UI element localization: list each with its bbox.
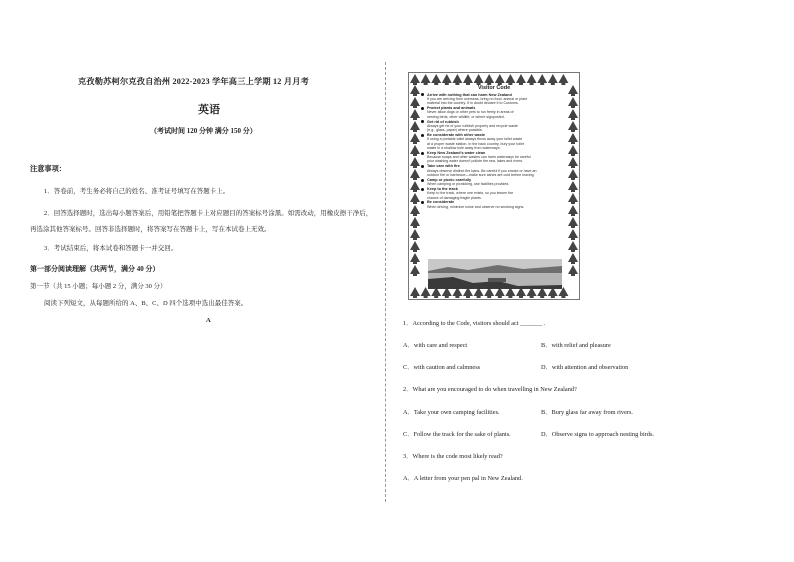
tree-icon <box>568 181 578 192</box>
question-1-option-b[interactable]: B．with relief and pleasure <box>541 342 611 349</box>
visitor-code-item-text: waste in a shallow hole away from waterways. <box>427 145 501 150</box>
question-3-option-a[interactable]: A．A letter from your pen pal in New Zealand. <box>403 475 523 482</box>
visitor-code-item-text: When driving, minimize noise and observe no smoking signs. <box>427 204 525 209</box>
visitor-code-item <box>421 164 567 177</box>
tree-icon <box>431 74 441 85</box>
tree-icon <box>463 74 473 85</box>
visitor-code-item-text: When camping or picnicking, use facilities provided. <box>427 182 510 187</box>
tree-icon <box>410 121 420 132</box>
note-1: 1．答卷前，考生务必将自己的姓名、准考证号填写在答题卡上。 <box>44 188 230 195</box>
tree-icon <box>410 109 420 120</box>
tree-icon <box>568 157 578 168</box>
tree-icon <box>410 97 420 108</box>
question-2-option-b[interactable]: B．Bury glass far away from rivers. <box>541 409 633 416</box>
visitor-code-item-text: nesting birds, other wildlife, or where signposted. <box>427 114 505 119</box>
visitor-code-list <box>421 93 567 209</box>
tree-icon <box>568 229 578 240</box>
tree-icon <box>568 133 578 144</box>
visitor-code-item-heading: Protect plants and animals <box>427 106 476 111</box>
visitor-code-title: Visitor Code <box>477 85 511 91</box>
question-2-option-c[interactable]: C．Follow the track for the sake of plants. <box>403 431 511 438</box>
bullet-icon <box>421 120 424 123</box>
section-heading: 第一部分阅读理解（共两节，满分 40 分） <box>30 265 160 273</box>
visitor-code-item <box>421 178 567 187</box>
tree-icon <box>568 97 578 108</box>
question-1-option-c[interactable]: C．with caution and calmness <box>403 364 481 371</box>
tree-icon <box>421 74 431 85</box>
bullet-icon <box>421 188 424 191</box>
tree-icon <box>410 217 420 228</box>
tree-icon <box>568 241 578 252</box>
visitor-code-item <box>421 133 567 150</box>
question-2-stem: 2．What are you encouraged to do when travelling in New Zealand? <box>403 386 577 393</box>
tree-icon <box>495 74 505 85</box>
visitor-code-item-text: Always get rid of your rubbish properly and recycle waste <box>427 123 518 128</box>
visitor-code-item-heading: Take care with fire <box>427 164 460 169</box>
visitor-code-item-heading: Get rid of rubbish <box>427 119 459 124</box>
tree-icon <box>568 205 578 216</box>
tree-icon <box>410 229 420 240</box>
exam-title: 克孜勒苏柯尔克孜自治州 2022-2023 学年高三上学期 12 月月考 <box>78 77 309 86</box>
tree-icon <box>410 287 420 298</box>
bullet-icon <box>421 134 424 137</box>
tree-icon <box>568 217 578 228</box>
tree-icon <box>516 74 526 85</box>
visitor-code-item-heading: Arrive with nothing that can harm New Zealand <box>427 92 512 97</box>
tree-icon <box>442 74 452 85</box>
tree-icon <box>410 265 420 276</box>
note-2-cont: 再选涂其他答案标号。回答非选择题时，将答案写在答题卡上，写在本试卷上无效。 <box>30 226 271 233</box>
visitor-code-item <box>421 151 567 164</box>
note-3: 3．考试结束后，将本试卷和答题卡一并交回。 <box>44 245 178 252</box>
visitor-code-item-text: Keep to the track, where one exists, so you lessen the <box>427 191 514 196</box>
tree-icon <box>410 145 420 156</box>
tree-icon <box>568 121 578 132</box>
bullet-icon <box>421 107 424 110</box>
bullet-icon <box>421 93 424 96</box>
question-1-option-d[interactable]: D．with attention and observation <box>541 364 629 371</box>
visitor-code-item-text: outdoor fire or barbecue—make sure ashes are cold before leaving. <box>427 172 535 177</box>
visitor-code-item-heading: Camp or picnic carefully <box>427 177 472 182</box>
visitor-code-item-heading: Be considerate <box>427 200 455 205</box>
visitor-code-item-text: at a proper waste station. In the back country, bury your toilet <box>427 141 525 146</box>
visitor-code-item <box>421 93 567 106</box>
question-2-option-d[interactable]: D．Observe signs to approach nesting birds. <box>541 431 654 438</box>
visitor-code-item-heading: Keep New Zealand’s water clean <box>427 150 486 155</box>
reading-instruction: 阅读下列短文，从每题所给的 A、B、C、D 四个选项中选出最佳答案。 <box>44 300 248 307</box>
subject-title: 英语 <box>198 104 220 116</box>
tree-icon <box>410 74 420 85</box>
tree-icon <box>548 74 558 85</box>
tree-icon <box>505 74 515 85</box>
tree-icon <box>568 193 578 204</box>
visitor-code-item-text: chance of damaging fragile plants. <box>427 195 482 200</box>
visitor-code-poster <box>408 72 580 300</box>
tree-icon <box>527 74 537 85</box>
visitor-code-item-text: your washing water doesn’t pollute the sea, lakes and rivers. <box>427 159 524 164</box>
note-2: 2．回答选择题时，选出每小题答案后，用铅笔把答题卡上对应题目的答案标号涂黑。如需改动，用橡皮擦干净后， <box>44 210 373 217</box>
tree-icon <box>410 181 420 192</box>
question-3-stem: 3．Where is the code most likely read? <box>403 453 503 460</box>
bullet-icon <box>421 179 424 182</box>
tree-icon <box>474 74 484 85</box>
visitor-code-item-text: Always observe distinct fire bans. Be careful if you smoke or have an <box>427 168 537 173</box>
tree-icon <box>484 74 494 85</box>
tree-icon <box>568 253 578 264</box>
tree-icon <box>410 169 420 180</box>
tree-icon <box>568 145 578 156</box>
tree-icon <box>568 265 578 276</box>
bullet-icon <box>421 201 424 204</box>
passage-label: A <box>206 317 211 324</box>
tree-icon <box>410 157 420 168</box>
visitor-code-item-text: Because soaps and other wastes can harm waterways be careful <box>427 155 531 160</box>
tree-icon <box>410 133 420 144</box>
tree-icon <box>452 74 462 85</box>
visitor-code-item-heading: Be considerate with other waste <box>427 133 486 138</box>
exam-time-info: （考试时间 120 分钟 满分 150 分） <box>150 127 257 135</box>
question-1-option-a[interactable]: A．with care and respect <box>403 342 468 349</box>
visitor-code-item-text: (e.g., glass, paper) where possible. <box>427 128 483 133</box>
tree-icon <box>568 85 578 96</box>
tree-icon <box>537 74 547 85</box>
column-divider <box>385 62 386 502</box>
visitor-code-item-text: material into the country. If in doubt declare it to Customs. <box>427 101 519 106</box>
question-1-stem: 1．According to the Code, visitors should act _______ . <box>403 320 546 327</box>
tree-icon <box>410 241 420 252</box>
tree-icon <box>410 253 420 264</box>
tree-icon <box>410 193 420 204</box>
notes-heading: 注意事项： <box>30 165 66 173</box>
visitor-code-item <box>421 187 567 200</box>
bullet-icon <box>421 165 424 168</box>
tree-icon <box>568 109 578 120</box>
visitor-code-item-text: If you are arriving from overseas, bring no food, animal or plant <box>427 96 528 101</box>
visitor-code-item-heading: Keep to the track <box>427 186 458 191</box>
visitor-code-item <box>421 106 567 119</box>
visitor-code-item <box>421 120 567 133</box>
visitor-code-item-text: If using a portable toilet always throw away your toilet waste <box>427 137 523 142</box>
bullet-icon <box>421 152 424 155</box>
tree-icon <box>410 85 420 96</box>
visitor-code-item-text: Never allow dogs or other pets to run freely in areas of <box>427 110 514 115</box>
part-1-heading: 第一节（共 15 小题；每小题 2 分，满分 30 分） <box>30 283 167 290</box>
visitor-code-item <box>421 200 567 209</box>
lake-photo <box>428 259 562 289</box>
tree-icon <box>558 74 568 85</box>
question-2-option-a[interactable]: A．Take your own camping facilities. <box>403 409 500 416</box>
tree-icon <box>410 205 420 216</box>
tree-icon <box>568 169 578 180</box>
